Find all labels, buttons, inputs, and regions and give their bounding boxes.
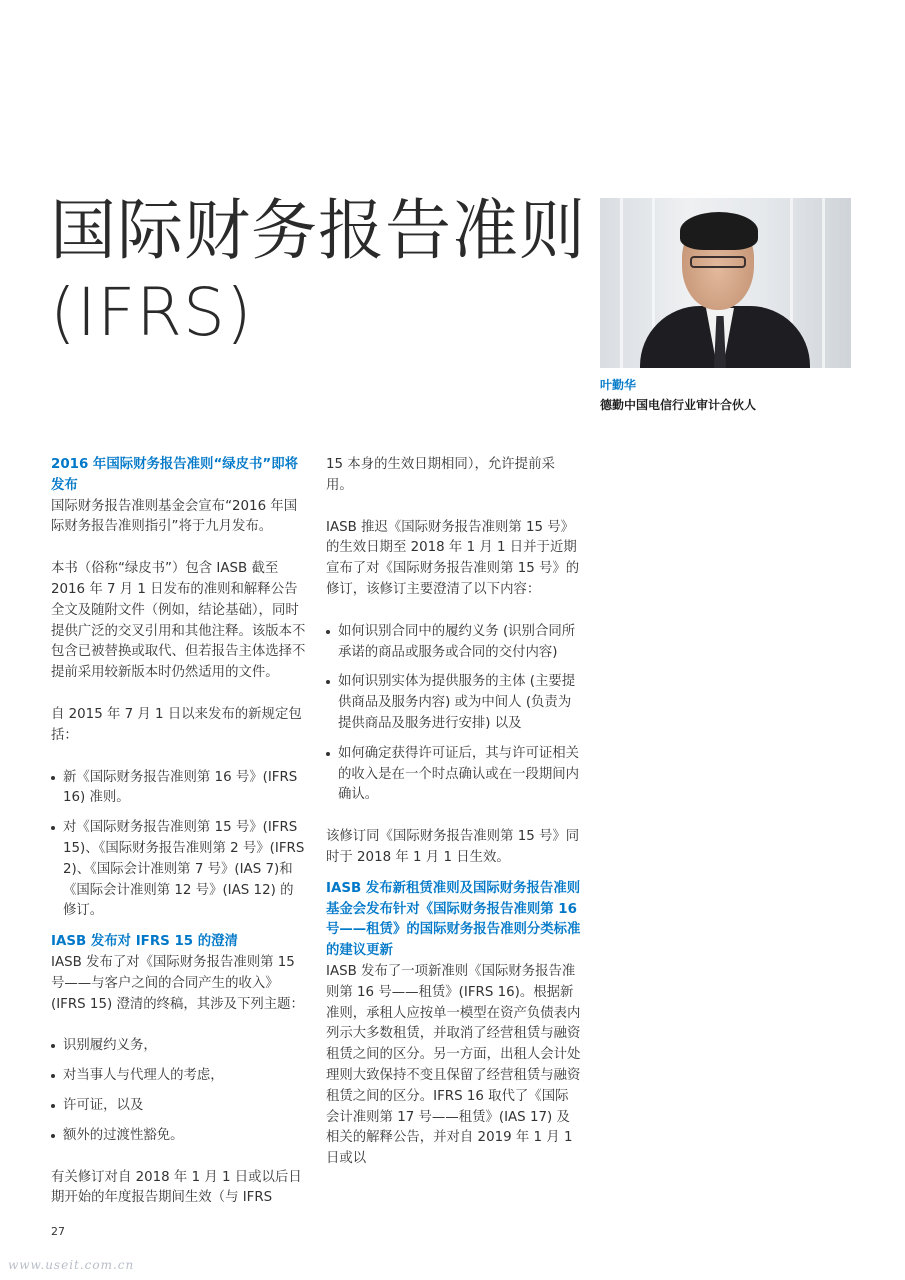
paragraph: 国际财务报告准则基金会宣布“2016 年国际财务报告准则指引”将于九月发布。	[51, 498, 298, 535]
list-item: 识别履约义务，	[51, 1036, 306, 1057]
section-heading-ifrs16: IASB 发布新租赁准则及国际财务报告准则基金会发布针对《国际财务报告准则第 16 号——租赁》的国际财务报告准则分类标准的建议更新	[326, 880, 581, 959]
paragraph: IASB 发布了一项新准则《国际财务报告准则第 16 号——租赁》(IFRS 16)。根据新准则，承租人应按单一模型在资产负债表内列示大多数租赁，并取消了经营租赁与融资租赁之间的区分。另一方面，出租人会计处理则大致保持不变且保留了经营租赁与融资租赁之间的区分。IFRS 16 取代了《国际会计准则第 17 号——租赁》(IAS 17) 及相关的解释公告，并对自 2019 年 1 月 1 日或以	[326, 963, 581, 1167]
paragraph: 本书（俗称“绿皮书”）包含 IASB 截至 2016 年 7 月 1 日发布的准则和解释公告全文及随附文件（例如，结论基础），同时提供广泛的交叉引用和其他注释。该版本不包含已被替换或取代、但若报告主体选择不提前采用较新版本时仍然适用的文件。	[51, 561, 306, 681]
list-item: 如何确定获得许可证后，其与许可证相关的收入是在一个时点确认或在一段期间内确认。	[326, 744, 581, 806]
title-line-2: (IFRS)	[50, 274, 253, 351]
person-role: 德勤中国电信行业审计合伙人	[600, 398, 757, 412]
person-photo	[600, 198, 851, 368]
list-item: 如何识别合同中的履约义务 (识别合同所承诺的商品或服务或合同的交付内容)	[326, 622, 581, 664]
left-column	[51, 455, 306, 1209]
paragraph: 该修订同《国际财务报告准则第 15 号》同时于 2018 年 1 月 1 日生效。	[326, 829, 580, 865]
list-item: 许可证，以及	[51, 1096, 306, 1117]
list-item: 对当事人与代理人的考虑，	[51, 1066, 306, 1087]
paragraph: 自 2015 年 7 月 1 日以来发布的新规定包括：	[51, 706, 302, 743]
page-title	[50, 190, 590, 354]
list-item: 新《国际财务报告准则第 16 号》(IFRS 16) 准则。	[51, 768, 306, 810]
page-number: 27	[51, 1225, 65, 1238]
paragraph: 15 本身的生效日期相同），允许提前采用。	[326, 457, 555, 493]
section-heading-ifrs15: IASB 发布对 IFRS 15 的澄清	[51, 934, 238, 950]
right-column	[326, 455, 581, 1170]
paragraph: 有关修订对自 2018 年 1 月 1 日或以后日期开始的年度报告期间生效（与 IFRS	[51, 1169, 302, 1206]
list-item: 额外的过渡性豁免。	[51, 1126, 306, 1147]
paragraph: IASB 推迟《国际财务报告准则第 15 号》的生效日期至 2018 年 1 月 1 日并于近期宣布了对《国际财务报告准则第 15 号》的修订，该修订主要澄清了以下内容：	[326, 519, 580, 597]
list-item: 对《国际财务报告准则第 15 号》(IFRS 15)、《国际财务报告准则第 2 号》(IFRS 2)、《国际会计准则第 7 号》(IAS 7)和《国际会计准则第 12 号》(IAS 12) 的修订。	[51, 818, 306, 922]
watermark: www.useit.com.cn	[8, 1258, 135, 1272]
list-item: 如何识别实体为提供服务的主体 (主要提供商品及服务内容) 或为中间人 (负责为提供商品及服务进行安排) 以及	[326, 672, 581, 734]
section-heading-green-book: 2016 年国际财务报告准则“绿皮书”即将发布	[51, 457, 298, 493]
paragraph: IASB 发布了对《国际财务报告准则第 15 号——与客户之间的合同产生的收入》(IFRS 15) 澄清的终稿，其涉及下列主题：	[51, 954, 304, 1012]
title-line-1: 国际财务报告准则	[50, 192, 586, 269]
person-name: 叶勤华	[600, 378, 637, 392]
